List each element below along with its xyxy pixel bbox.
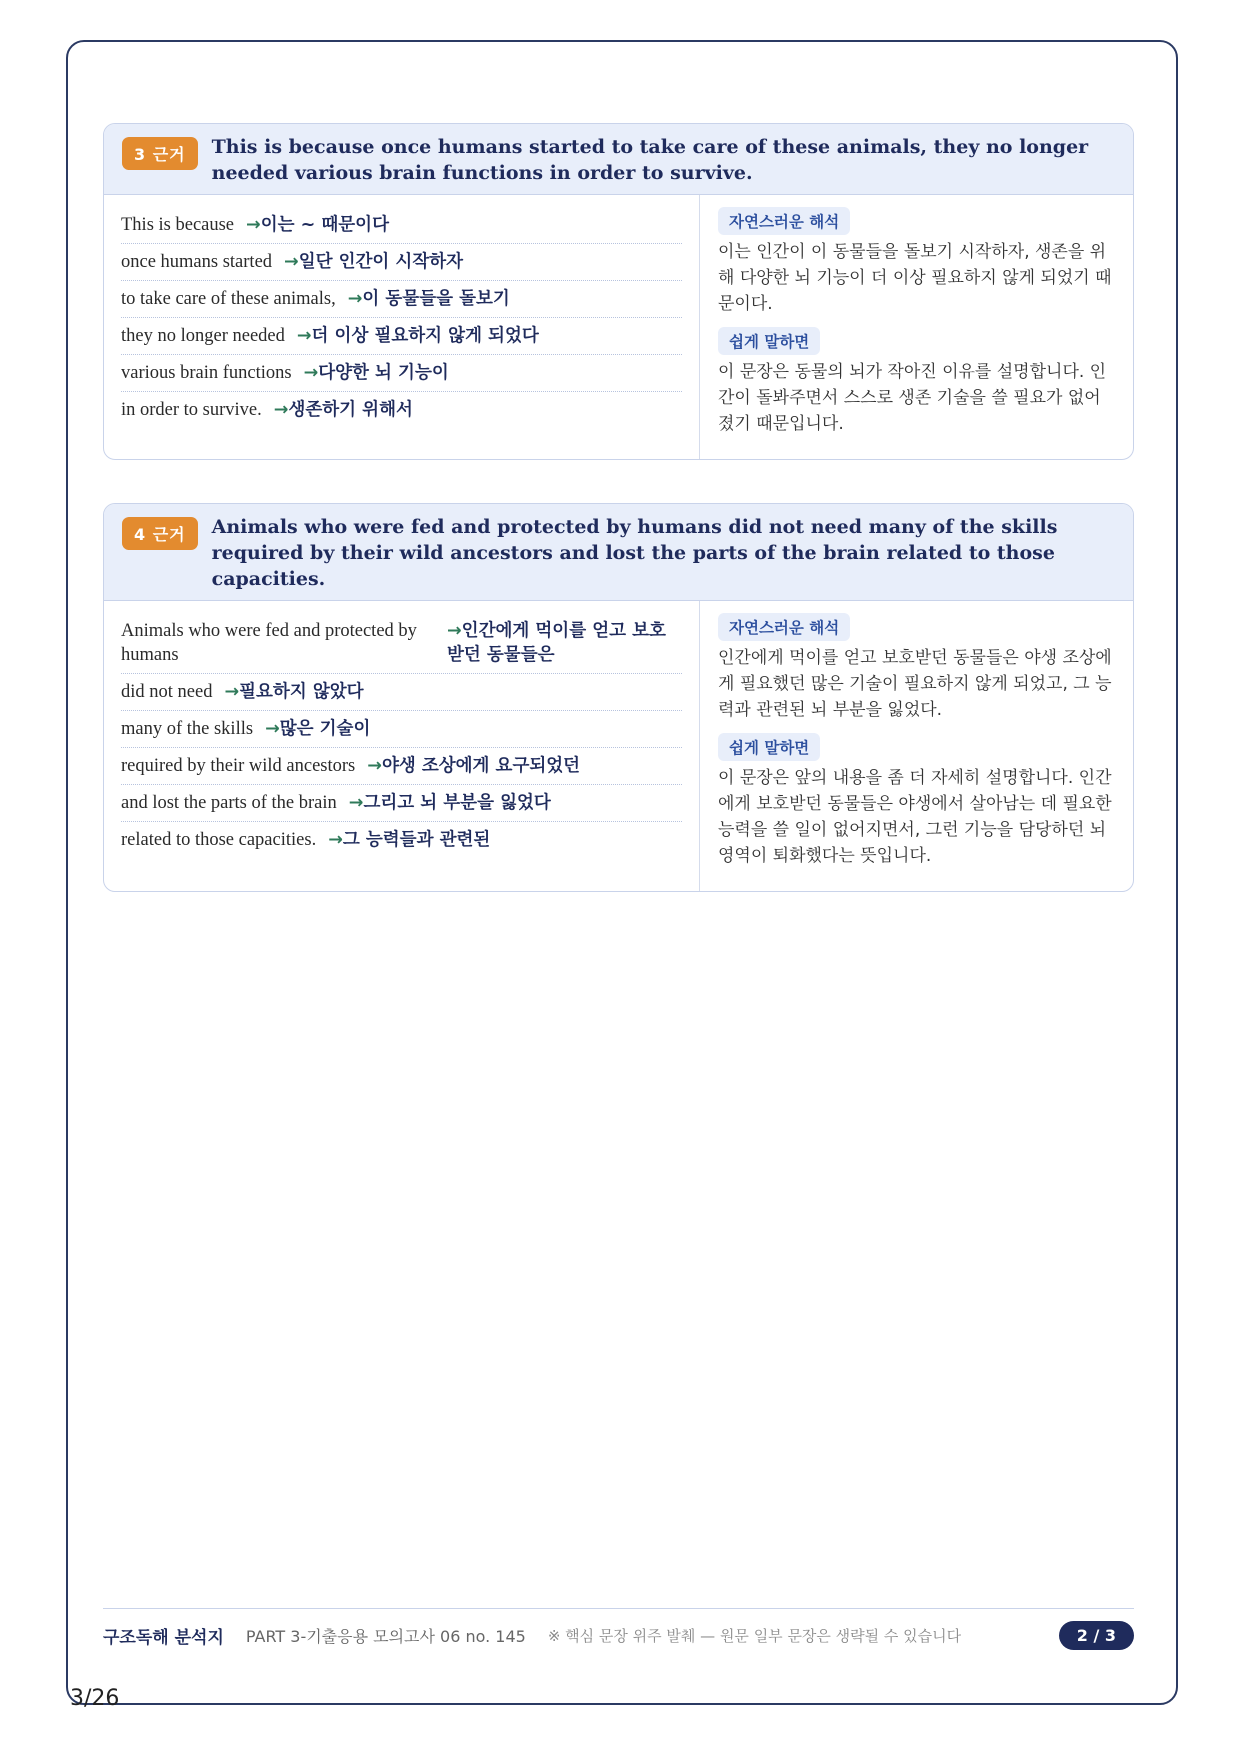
chunk-row [121, 785, 682, 822]
chunk-english: Animals who were fed and protected by humans [121, 621, 417, 665]
chunk-english: related to those capacities. [121, 830, 317, 850]
arrow-icon: → [348, 793, 364, 813]
chunk-row [121, 207, 682, 244]
chunk-english: required by their wild ancestors [121, 756, 356, 776]
chunk-korean: →이 동물들을 돌보기 [347, 289, 510, 309]
arrow-icon: → [284, 252, 299, 272]
natural-translation-label: 자연스러운 해석 [718, 207, 850, 235]
footer-note: ※ 핵심 문장 위주 발췌 — 원문 일부 문장은 생략될 수 있습니다 [547, 1626, 962, 1645]
chunk-row [121, 674, 682, 711]
natural-translation: 이는 인간이 이 동물들을 돌보기 시작하자, 생존을 위해 다양한 뇌 기능이 더 이상 필요하지 않게 되었기 때문이다. [718, 242, 1112, 314]
chunk-korean: →필요하지 않았다 [224, 682, 364, 702]
chunk-english: This is because [121, 215, 235, 235]
arrow-icon: → [224, 682, 240, 702]
arrow-icon: → [447, 621, 462, 641]
chunk-row [121, 244, 682, 281]
chunk-row [121, 748, 682, 785]
chunk-row [121, 318, 682, 355]
card-header [104, 124, 1133, 195]
footer-divider [103, 1608, 1134, 1609]
chunk-english: to take care of these animals, [121, 289, 336, 309]
chunk-english: they no longer needed [121, 326, 285, 346]
chunk-row [121, 355, 682, 392]
chunk-korean: →인간에게 먹이를 얻고 보호받던 동물들은 [447, 621, 666, 665]
footer-part: PART 3-기출응용 모의고사 06 no. 145 [245, 1626, 526, 1646]
arrow-icon: → [367, 756, 382, 776]
source-sentence: This is because once humans started to take care of these animals, they no longer needed various brain functions in order to survive. [211, 136, 1089, 184]
chunk-english: in order to survive. [121, 400, 262, 420]
chunk-row [121, 392, 682, 428]
interpretation-panel [700, 195, 1133, 459]
chunk-english: once humans started [121, 252, 273, 272]
chunk-english: and lost the parts of the brain [121, 793, 337, 813]
chunk-korean: →많은 기술이 [265, 719, 371, 739]
chunk-korean: →일단 인간이 시작하자 [284, 252, 464, 272]
simple-explanation-label: 쉽게 말하면 [718, 733, 820, 761]
chunk-korean: →생존하기 위해서 [273, 400, 413, 420]
chunk-row [121, 281, 682, 318]
natural-translation-label: 자연스러운 해석 [718, 613, 850, 641]
footer-page-badge: 2 / 3 [1059, 1621, 1134, 1650]
chunk-english: did not need [121, 682, 213, 702]
simple-explanation: 이 문장은 앞의 내용을 좀 더 자세히 설명합니다. 인간에게 보호받던 동물들은 야생에서 살아남는 데 필요한 능력을 쓸 일이 없어지면서, 그런 기능을 담당하던 뇌 영역이 퇴화했다는 뜻입니다. [718, 768, 1112, 866]
chunk-list [104, 195, 700, 459]
chunk-korean: →더 이상 필요하지 않게 되었다 [296, 326, 539, 346]
chunk-korean: →이는 ~ 때문이다 [246, 215, 389, 235]
chunk-korean: →다양한 뇌 기능이 [303, 363, 449, 383]
chunk-korean: →그 능력들과 관련된 [328, 830, 491, 850]
simple-explanation: 이 문장은 동물의 뇌가 작아진 이유를 설명합니다. 인간이 돌봐주면서 스스로 생존 기술을 쓸 필요가 없어졌기 때문입니다. [718, 362, 1107, 434]
chunk-english: many of the skills [121, 719, 254, 739]
footer [103, 1618, 1134, 1652]
chunk-korean: →그리고 뇌 부분을 잃었다 [348, 793, 551, 813]
arrow-icon: → [296, 326, 312, 346]
arrow-icon: → [273, 400, 289, 420]
chunk-row [121, 822, 682, 858]
section-badge: 4 근거 [122, 517, 198, 550]
analysis-card-3 [103, 123, 1134, 460]
chunk-row [121, 711, 682, 748]
arrow-icon: → [265, 719, 280, 739]
simple-explanation-label: 쉽게 말하면 [718, 327, 820, 355]
arrow-icon: → [347, 289, 363, 309]
footer-title: 구조독해 분석지 [103, 1627, 224, 1648]
page-counter: 3/26 [70, 1686, 120, 1711]
section-badge: 3 근거 [122, 137, 198, 170]
chunk-list [104, 601, 700, 891]
source-sentence: Animals who were fed and protected by humans did not need many of the skills required by their wild ancestors and lost the parts of the brain related to those capacities. [211, 516, 1058, 590]
chunk-korean: →야생 조상에게 요구되었던 [367, 756, 581, 776]
chunk-english: various brain functions [121, 363, 292, 383]
natural-translation: 인간에게 먹이를 얻고 보호받던 동물들은 야생 조상에게 필요했던 많은 기술이 필요하지 않게 되었고, 그 능력과 관련된 뇌 부분을 잃었다. [718, 648, 1112, 720]
arrow-icon: → [246, 215, 261, 235]
arrow-icon: → [328, 830, 343, 850]
chunk-row [121, 613, 682, 674]
analysis-card-4 [103, 503, 1134, 892]
interpretation-panel [700, 601, 1133, 891]
arrow-icon: → [303, 363, 319, 383]
card-header [104, 504, 1133, 601]
